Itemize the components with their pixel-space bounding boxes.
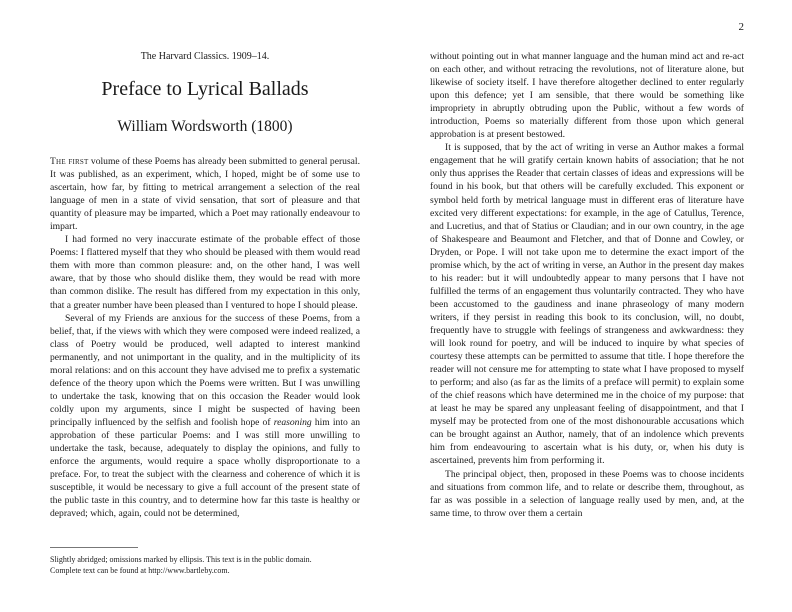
paragraph-1-text: volume of these Poems has already been submitted to general perusal. It was published, as an experiment, which, I hoped, might be of some use to ascertain, how far, by fitting to metrical arrangement a selection of the real language of men in a state of vivid sensation, that sort of pleasure and that quantity of pleasure may be imparted, which a Poet may rationally endeavour to impart.	[50, 156, 360, 233]
paragraph-3-after: him into an approbation of these particular Poems: and I was still more unwilling to undertake the task, because, adequately to display the opinions, and fully to enforce the arguments, would require a space wholly disproportionate to a preface. For, to treat the subject with the clearness and coherence of which it is susceptible, it would be necessary to give a full account of the present state of the public taste in this country, and to determine how far this taste is healthy or depraved; which, again, could not be determined,	[50, 416, 360, 520]
right-column	[430, 50, 744, 520]
paragraph-4: It is supposed, that by the act of writing in verse an Author makes a formal engagement that he will gratify certain known habits of association; that he not only thus apprises the Reader that certain classes of ideas and expressions will be found in his book, but that others will be carefully excluded. This exponent or symbol held forth by metrical language must in different eras of literature have excited very different expectations: for example, in the age of Catullus, Terence, and Lucretius, and that of Statius or Claudian; and in our own country, in the age of Shakespeare and Beaumont and Fletcher, and that of Donne and Cowley, or Dryden, or Pope. I will not take upon me to determine the exact import of the promise which, by the act of writing in verse, an Author in the present day makes to his reader: but it will undoubtedly appear to many persons that I have not fulfilled the terms of an engagement thus voluntarily contracted. They who have been accustomed to the gaudiness and inane phraseology of many modern writers, if they persist in reading this book to its conclusion, will, no doubt, frequently have to struggle with feelings of strangeness and awkwardness: they will look round for poetry, and will be induced to inquire by what species of courtesy these attempts can be permitted to assume that title. I hope therefore the reader will not censure me for attempting to state what I have proposed to myself to perform; and also (as far as the limits of a preface will permit) to explain some of the chief reasons which have determined me in the choice of my purpose: that at least he may be spared any unpleasant feeling of disappointment, and that I myself may be protected from one of the most dishonourable accusations which can be brought against an Author, namely, that of an indolence which prevents him from endeavouring to ascertain what is his duty, or, when his duty is ascertained, prevents him from performing it.	[430, 142, 744, 467]
left-body-text	[50, 155, 360, 520]
paragraph-3	[50, 312, 360, 521]
footnote-line-2: Complete text can be found at http://www.bartleby.com.	[50, 566, 230, 575]
footnote-divider	[50, 547, 138, 548]
paragraph-5: The principal object, then, proposed in these Poems was to choose incidents and situations from common life, and to relate or describe them, throughout, as far as was possible in a selection of language really used by men, and, at the same time, to throw over them a certain	[430, 468, 744, 519]
paragraph-3-before: Several of my Friends are anxious for the success of these Poems, from a belief, that, if the views with which they were composed were indeed realized, a class of Poetry would be produced, well adapted to interest mankind permanently, and not unimportant in the quality, and in the multiplicity of its moral relations: and on this account they have advised me to prefix a systematic defence of the theory upon which the Poems were written. But I was unwilling to undertake the task, knowing that on this occasion the Reader would look coldly upon my arguments, since I might be suspected of having been principally influenced by the selfish and foolish hope of	[50, 312, 360, 428]
left-column	[50, 50, 360, 520]
paragraph-2: I had formed no very inaccurate estimate of the probable effect of those Poems: I flattered myself that they who should be pleased with them would read them with more than common pleasure: and, on the other hand, I was well aware, that by those who should dislike them, they would be read with more than common dislike. The result has differed from my expectation in this only, that a greater number have been pleased than I ventured to hope I should please.	[50, 234, 360, 311]
author-line: William Wordsworth (1800)	[117, 118, 293, 135]
document-title: Preface to Lyrical Ballads	[101, 78, 309, 100]
series-heading: The Harvard Classics. 1909–14.	[140, 51, 270, 62]
footnote-line-1: Slightly abridged; omissions marked by ellipsis. This text is in the public domain.	[50, 555, 312, 564]
paragraph-continued: without pointing out in what manner language and the human mind act and re-act on each other, and without retracing the revolutions, not of literature alone, but likewise of society itself. I have therefore altogether declined to enter regularly upon this defence; yet I am sensible, that there would be something like impropriety in abruptly obtruding upon the Public, without a few words of introduction, Poems so materially different from those upon which general approbation is at present bestowed.	[430, 51, 744, 141]
footnote	[50, 554, 370, 576]
page-number: 2	[738, 21, 744, 33]
paragraph-1	[50, 155, 360, 233]
paragraph-3-italic: reasoning	[273, 416, 312, 428]
drop-smallcaps: The first	[50, 156, 89, 167]
